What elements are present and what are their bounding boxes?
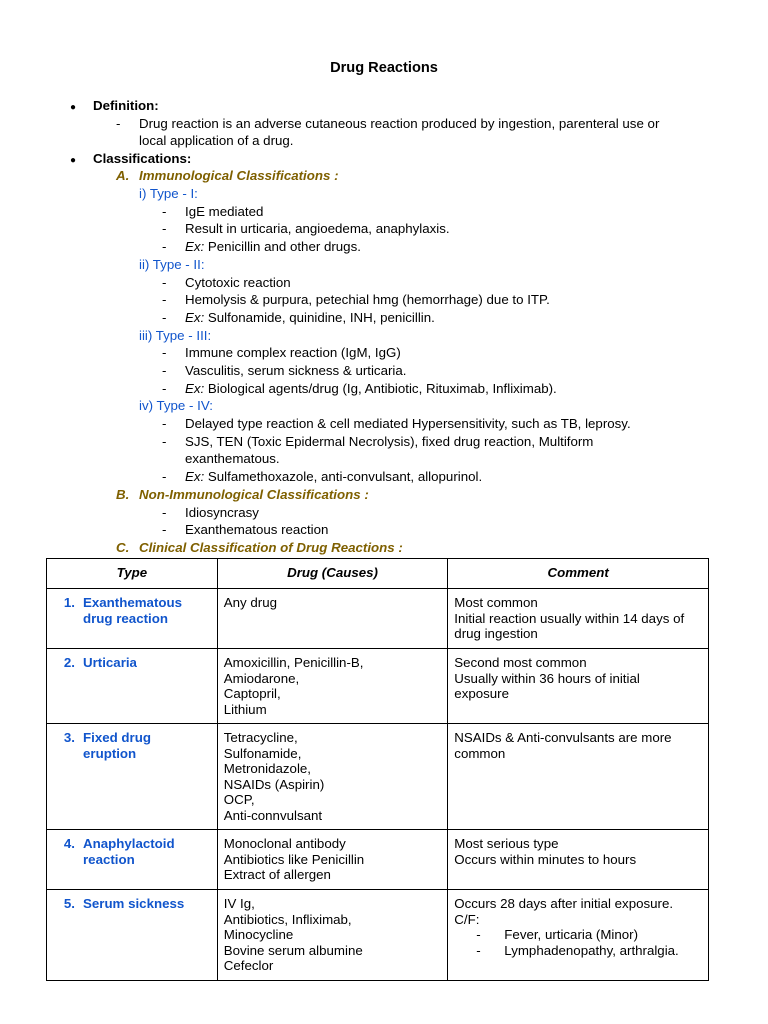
comment-subitem: - Lymphadenopathy, arthralgia. — [476, 942, 679, 958]
type-3-item: Vasculitis, serum sickness & urticaria. — [185, 363, 407, 378]
table-row — [47, 830, 709, 890]
table-header-row — [47, 559, 709, 589]
clinical-classification-table — [46, 558, 709, 981]
header-comment: Comment — [448, 559, 709, 589]
page-title: Drug Reactions — [330, 60, 438, 76]
bullet: ● — [70, 155, 77, 166]
type-4-item: Delayed type reaction & cell mediated Hypersensitivity, such as TB, leprosy. — [185, 416, 631, 431]
section-c-title: Clinical Classification of Drug Reactions : — [139, 540, 403, 555]
type-cell: 3. Fixed drug eruption — [47, 724, 218, 830]
section-b-item: Idiosyncrasy — [185, 505, 259, 520]
type-4-example: Ex: Sulfamethoxazole, anti-convulsant, allopurinol. — [185, 469, 483, 484]
type-4-item-cont: exanthematous. — [185, 451, 280, 466]
section-c-letter: C. — [116, 540, 130, 555]
comment-cell: NSAIDs & Anti-convulsants are more common — [448, 724, 709, 830]
bullet: ● — [70, 102, 77, 113]
comment-cell: Second most common Usually within 36 hours of initial exposure — [448, 649, 709, 724]
dash: - — [116, 116, 121, 131]
type-1-example: Ex: Penicillin and other drugs. — [185, 239, 361, 254]
drug-cell: Amoxicillin, Penicillin-B, Amiodarone, Captopril, Lithium — [217, 649, 448, 724]
type-4-item: SJS, TEN (Toxic Epidermal Necrolysis), fixed drug reaction, Multiform — [185, 434, 594, 449]
type-3-item: Immune complex reaction (IgM, IgG) — [185, 345, 401, 360]
comment-cell: Most common Initial reaction usually within 14 days of drug ingestion — [448, 589, 709, 649]
definition-text-2: local application of a drug. — [139, 133, 294, 148]
definition-heading: Definition: — [93, 98, 159, 113]
drug-cell: Any drug — [217, 589, 448, 649]
comment-cell: Occurs 28 days after initial exposure. C/F: - Fever, urticaria (Minor) - Lymphadenopathy, arthralgia. — [448, 890, 709, 981]
type-1-item: Result in urticaria, angioedema, anaphylaxis. — [185, 221, 450, 236]
type-cell: 4. Anaphylactoid reaction — [47, 830, 218, 890]
classifications-heading: Classifications: — [93, 151, 192, 166]
section-b-title: Non-Immunological Classifications : — [139, 487, 369, 502]
section-b-letter: B. — [116, 487, 130, 502]
type-3-example: Ex: Biological agents/drug (Ig, Antibiotic, Rituximab, Infliximab). — [185, 381, 557, 396]
header-type: Type — [47, 559, 218, 589]
type-2-item: Cytotoxic reaction — [185, 275, 291, 290]
type-cell: 1. Exanthematous drug reaction — [47, 589, 218, 649]
type-3-title: iii) Type - III: — [139, 328, 212, 343]
comment-subitem: - Fever, urticaria (Minor) — [476, 927, 639, 942]
type-cell: 5. Serum sickness — [47, 890, 218, 981]
section-a-title: Immunological Classifications : — [139, 168, 339, 183]
section-b-item: Exanthematous reaction — [185, 522, 329, 537]
table-row — [47, 890, 709, 981]
drug-cell: Monoclonal antibody Antibiotics like Penicillin Extract of allergen — [217, 830, 448, 890]
type-2-title: ii) Type - II: — [139, 257, 205, 272]
type-4-title: iv) Type - IV: — [139, 398, 213, 413]
comment-cell: Most serious type Occurs within minutes to hours — [448, 830, 709, 890]
table-row — [47, 649, 709, 724]
section-a-letter: A. — [116, 168, 130, 183]
type-2-example: Ex: Sulfonamide, quinidine, INH, penicillin. — [185, 310, 435, 325]
type-1-item: IgE mediated — [185, 204, 264, 219]
type-2-item: Hemolysis & purpura, petechial hmg (hemorrhage) due to ITP. — [185, 292, 550, 307]
drug-cell: Tetracycline, Sulfonamide, Metronidazole, NSAIDs (Aspirin) OCP, Anti-connvulsant — [217, 724, 448, 830]
definition-text-1: Drug reaction is an adverse cutaneous reaction produced by ingestion, parenteral use or — [139, 116, 660, 131]
table-row — [47, 724, 709, 830]
table-row — [47, 589, 709, 649]
drug-cell: IV Ig, Antibiotics, Infliximab, Minocycline Bovine serum albumine Cefeclor — [217, 890, 448, 981]
header-drug: Drug (Causes) — [217, 559, 448, 589]
type-cell: 2. Urticaria — [47, 649, 218, 724]
type-1-title: i) Type - I: — [139, 186, 198, 201]
